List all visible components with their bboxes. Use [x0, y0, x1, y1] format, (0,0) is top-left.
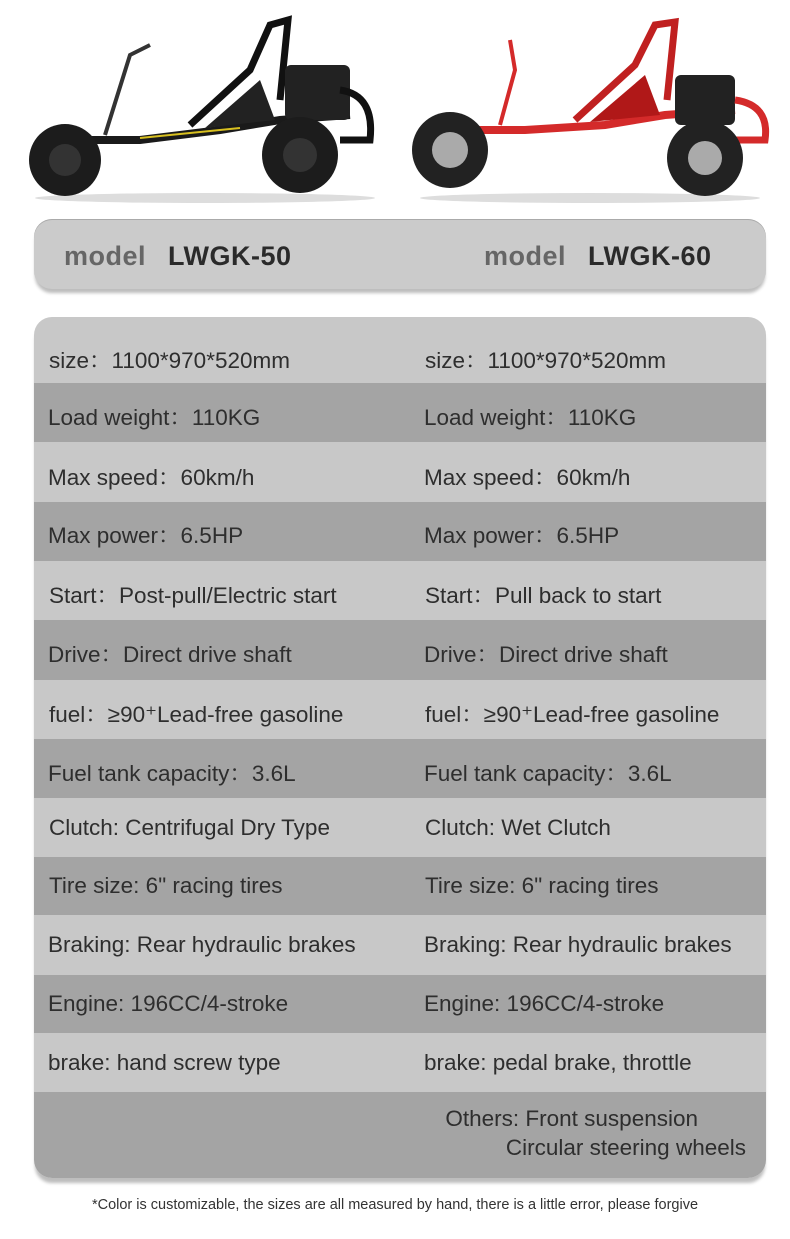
spec-row	[34, 383, 766, 442]
spec-lwgk-60: fuel：≥90⁺Lead-free gasoline	[425, 702, 720, 727]
spec-lwgk-60: Fuel tank capacity：3.6L	[424, 761, 672, 786]
model-lwgk-50	[64, 241, 292, 272]
model-name: LWGK-60	[588, 241, 712, 271]
spec-row	[34, 857, 766, 915]
spec-row-others	[34, 1092, 766, 1178]
spec-lwgk-50: fuel：≥90⁺Lead-free gasoline	[49, 702, 344, 727]
spec-lwgk-60: Load weight：110KG	[424, 405, 637, 430]
spec-lwgk-50: Start：Post-pull/Electric start	[49, 583, 337, 608]
model-lwgk-60	[484, 241, 712, 272]
go-kart-red-image	[405, 10, 775, 205]
spec-lwgk-60: Braking: Rear hydraulic brakes	[424, 932, 732, 957]
spec-lwgk-60: Clutch: Wet Clutch	[425, 815, 611, 840]
spec-lwgk-50: Clutch: Centrifugal Dry Type	[49, 815, 330, 840]
go-kart-black-image	[20, 10, 390, 205]
others-text	[445, 1104, 746, 1162]
spec-row	[34, 502, 766, 561]
model-label: model	[64, 241, 147, 271]
spec-row	[34, 620, 766, 680]
spec-lwgk-60: Tire size: 6" racing tires	[425, 873, 659, 898]
spec-lwgk-60: brake: pedal brake, throttle	[424, 1050, 692, 1075]
spec-lwgk-50: brake: hand screw type	[48, 1050, 281, 1075]
model-label: model	[484, 241, 567, 271]
spec-lwgk-50: size：1100*970*520mm	[49, 348, 290, 373]
spec-row	[34, 1033, 766, 1092]
spec-lwgk-50: Load weight：110KG	[48, 405, 261, 430]
model-header-bar	[34, 219, 766, 289]
spec-row	[34, 561, 766, 620]
spec-row	[34, 975, 766, 1033]
spec-row	[34, 317, 766, 383]
spec-lwgk-60: Drive：Direct drive shaft	[424, 642, 668, 667]
spec-table	[34, 317, 766, 1178]
disclaimer-note: *Color is customizable, the sizes are all measured by hand, there is a little error, please forgive	[91, 1197, 699, 1213]
spec-lwgk-60: Max speed：60km/h	[424, 465, 631, 490]
spec-lwgk-50: Max power：6.5HP	[48, 523, 244, 548]
spec-lwgk-50: Braking: Rear hydraulic brakes	[48, 932, 356, 957]
spec-lwgk-50: Fuel tank capacity：3.6L	[48, 761, 296, 786]
spec-row	[34, 739, 766, 798]
spec-lwgk-60: Engine: 196CC/4-stroke	[424, 991, 665, 1016]
spec-row	[34, 442, 766, 502]
spec-row	[34, 680, 766, 739]
spec-row	[34, 798, 766, 857]
spec-lwgk-50: Engine: 196CC/4-stroke	[48, 991, 289, 1016]
spec-lwgk-60: size：1100*970*520mm	[425, 348, 666, 373]
model-name: LWGK-50	[168, 241, 292, 271]
spec-lwgk-50: Tire size: 6" racing tires	[49, 873, 283, 898]
others-line: Circular steering wheels	[505, 1135, 746, 1160]
spec-lwgk-50: Max speed：60km/h	[48, 465, 255, 490]
spec-row	[34, 915, 766, 975]
spec-lwgk-60: Start：Pull back to start	[425, 583, 662, 608]
spec-lwgk-50: Drive：Direct drive shaft	[48, 642, 292, 667]
spec-lwgk-60: Max power：6.5HP	[424, 523, 620, 548]
others-line: Others: Front suspension	[445, 1106, 698, 1131]
